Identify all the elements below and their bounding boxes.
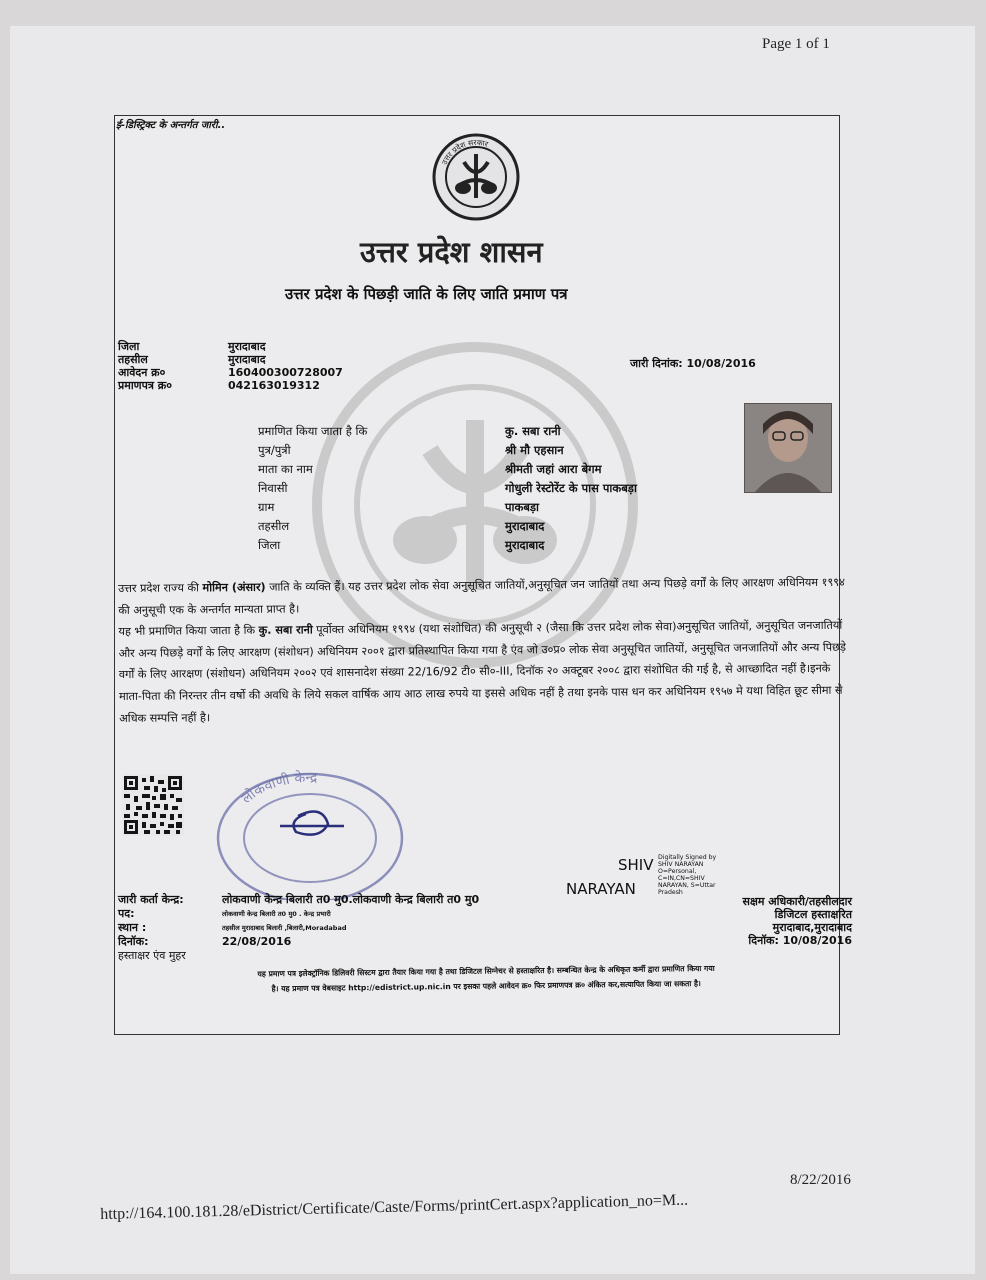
detail-label: तहसील: [258, 519, 290, 533]
issuer-date-value: 22/08/2016: [222, 934, 292, 948]
detail-row: [258, 460, 637, 479]
detail-value: मुरादाबाद: [505, 519, 545, 533]
person-photo-icon: [745, 404, 831, 492]
issuer-date-label: दिनॉक:: [118, 934, 149, 948]
certificate-title: उत्तर प्रदेश शासन: [360, 235, 543, 269]
applicant-name: कु. सबा रानी: [258, 623, 313, 637]
issuer-center-row: [118, 892, 479, 906]
svg-text:लोकवाणी केन्द्र: [238, 769, 318, 807]
officer-block: [712, 895, 852, 947]
meta-value: मुरादाबाद: [228, 340, 266, 353]
signature-name-top: SHIV: [618, 856, 654, 874]
meta-row: [118, 353, 343, 366]
detail-row: [258, 441, 637, 460]
details-block: [258, 422, 637, 555]
print-url: http://164.100.181.28/eDistrict/Certificate/Caste/Forms/printCert.aspx?application_no=M...: [100, 1191, 689, 1223]
para2-part-a: यह भी प्रमाणित किया जाता है कि: [118, 623, 259, 639]
detail-value: श्रीमती जहां आरा बेगम: [505, 462, 602, 476]
issuer-sign-row: [118, 948, 479, 962]
detail-row: [258, 517, 637, 536]
meta-value: 160400300728007: [228, 366, 343, 379]
seal-text: लोकवाणी केन्द्र: [238, 769, 318, 808]
officer-line-3: मुरादाबाद,मुरादाबाद: [772, 921, 852, 934]
issuer-sign-label: हस्ताक्षर एंव मुहर: [118, 948, 186, 962]
top-note: ई-डिस्ट्रिक्ट के अन्तर्गत जारी..: [116, 120, 226, 131]
signature-name-bottom: NARAYAN: [566, 880, 636, 898]
paragraph-1: [118, 572, 854, 622]
issuer-block: [118, 892, 479, 962]
detail-row: [258, 422, 637, 441]
certificate-subtitle: उत्तर प्रदेश के पिछड़ी जाति के लिए जाति प्रमाण पत्र: [285, 285, 568, 303]
issuer-date-row: [118, 934, 479, 948]
detail-value: पाकबड़ा: [505, 500, 540, 514]
qr-code-icon: [122, 774, 184, 836]
emblem-text: उत्तर प्रदेश सरकार: [439, 137, 490, 167]
print-date: 8/22/2016: [790, 1172, 851, 1188]
meta-value: 042163019312: [228, 379, 320, 392]
caste-name: मोमिन (अंसार): [202, 580, 266, 595]
detail-row: [258, 498, 637, 517]
issuer-center-label: जारी कर्ता केन्द्र:: [118, 892, 184, 906]
detail-label: प्रमाणित किया जाता है कि: [258, 424, 368, 438]
detail-value: मुरादाबाद: [505, 538, 545, 552]
center-seal-stamp-icon: [210, 768, 406, 900]
issue-date: जारी दिनांक: 10/08/2016: [630, 357, 756, 370]
detail-label: निवासी: [258, 481, 288, 495]
detail-label: ग्राम: [258, 500, 275, 514]
meta-label: तहसील: [118, 353, 148, 366]
issuer-place-row: [118, 920, 479, 934]
meta-row: [118, 379, 343, 392]
detail-row: [258, 536, 637, 555]
meta-label: प्रमाणपत्र क्र०: [118, 379, 172, 392]
meta-block: [118, 340, 343, 392]
issuer-post-row: [118, 906, 479, 920]
meta-value: मुरादाबाद: [228, 353, 266, 366]
issuer-center-value: लोकवाणी केन्द्र बिलारी त0 मु0.लोकवाणी केन्द्र बिलारी त0 मु0: [222, 892, 480, 906]
signature-details: Digitally Signed by SHIV NARAYAN O=Personal, C=IN,CN=SHIV NARAYAN, S=Uttar Pradesh: [658, 854, 717, 896]
meta-row: [118, 366, 343, 379]
detail-value: कु. सबा रानी: [505, 424, 561, 438]
issuer-place-label: स्थान :: [118, 920, 147, 934]
detail-row: [258, 479, 637, 498]
detail-value: गोधुली रेस्टोरेंट के पास पाकबड़ा: [505, 481, 637, 495]
detail-label: पुत्र/पुत्री: [258, 443, 291, 457]
applicant-photo: [744, 403, 832, 493]
detail-label: माता का नाम: [258, 462, 313, 476]
footer-note-line-1: यह प्रमाण पत्र इलेक्ट्रॉनिक डिलिवरी सिस्टम द्वारा तैयार किया गया है तथा डिजिटल सिग्नेचर से हस्ताक्षरित है। सम्बन्धित केन्द्र के अधिकृत कर्मी द्वारा प्रमाणित किया गया: [257, 963, 715, 979]
issuer-post-label: पद:: [118, 906, 135, 920]
officer-line-2: डिजिटल हस्ताक्षरित: [774, 908, 852, 921]
officer-line-4: दिनॉक: 10/08/2016: [748, 934, 852, 947]
issuer-post-value: लोकवाणी केन्द्र बिलारी त0 मु0 . केन्द्र प्रभारी: [222, 909, 331, 918]
detail-value: श्री मौ एहसान: [505, 443, 564, 457]
certificate-paragraph: [118, 572, 855, 730]
para1-part-a: उत्तर प्रदेश राज्य की: [118, 581, 203, 595]
para2-part-b: पूर्वोक्त अधिनियम १९९४ (यथा संशोधित) की अनुसूची २ (जैसा कि उत्तर प्रदेश लोक सेवा)अनुसूचित जातियों, अनुसूचित जनजातियों और अन्य पिछड़े वर्गों के लिए आरक्षण (संशोधन) अधिनियम २००१ द्वारा प्रतिस्थापित किया गया है एंव जो उ०प्र० लोक सेवा अनुसूचित जातियों, अनुसूचित जनजातियों और अन्य पिछड़े वर्गों के लिए आरक्षण (संशोधन) अधिनियम २००२ एवं शासनादेश संख्या 22/16/92 टी० सी०-III, दिनॉक २० अक्टूबर २००८ द्वारा संशोधित की गई है, से आच्छादित नहीं है।इनके माता-पिता की निरन्तर तीन वर्षो की अवधि के लिये सकल वार्षिक आय आठ लाख रुपये या इससे अधिक नहीं है तथा इनके पास धन कर अधिनियम १९५७ मे यथा विहित छूट सीमा से अधिक सम्पत्ति नहीं है।: [118, 618, 847, 725]
officer-line-1: सक्षम अधिकारी/तहसीलदार: [742, 895, 852, 908]
up-government-emblem-icon: [430, 132, 522, 222]
meta-label: आवेदन क्र०: [118, 366, 166, 379]
para1-part-b: जाति के व्यक्ति हैं। यह उत्तर प्रदेश लोक सेवा अनुसूचित जातियों,अनुसूचित जन जातियों तथा अन्य पिछड़े वर्गों के लिए आरक्षण अधिनियम १९९४ की अनुसूची एक के अन्तर्गत मान्यता प्राप्त है।: [118, 575, 845, 617]
meta-label: जिला: [118, 340, 140, 353]
detail-label: जिला: [258, 538, 281, 552]
page-number: Page 1 of 1: [762, 36, 830, 52]
paragraph-2: [118, 615, 855, 729]
issuer-place-value: तहसील मुरादाबाद बिलारी ,बिलारी,Moradabad: [222, 923, 347, 932]
meta-row: [118, 340, 343, 353]
footer-note-line-2: है। यह प्रमाण पत्र वेबसाइट http://edistrict.up.nic.in पर इसका पहले आवेदन क्र० फिर प्रमाणपत्र क्र० अंकित कर,सत्यापित किया जा सकता है।: [271, 979, 701, 994]
